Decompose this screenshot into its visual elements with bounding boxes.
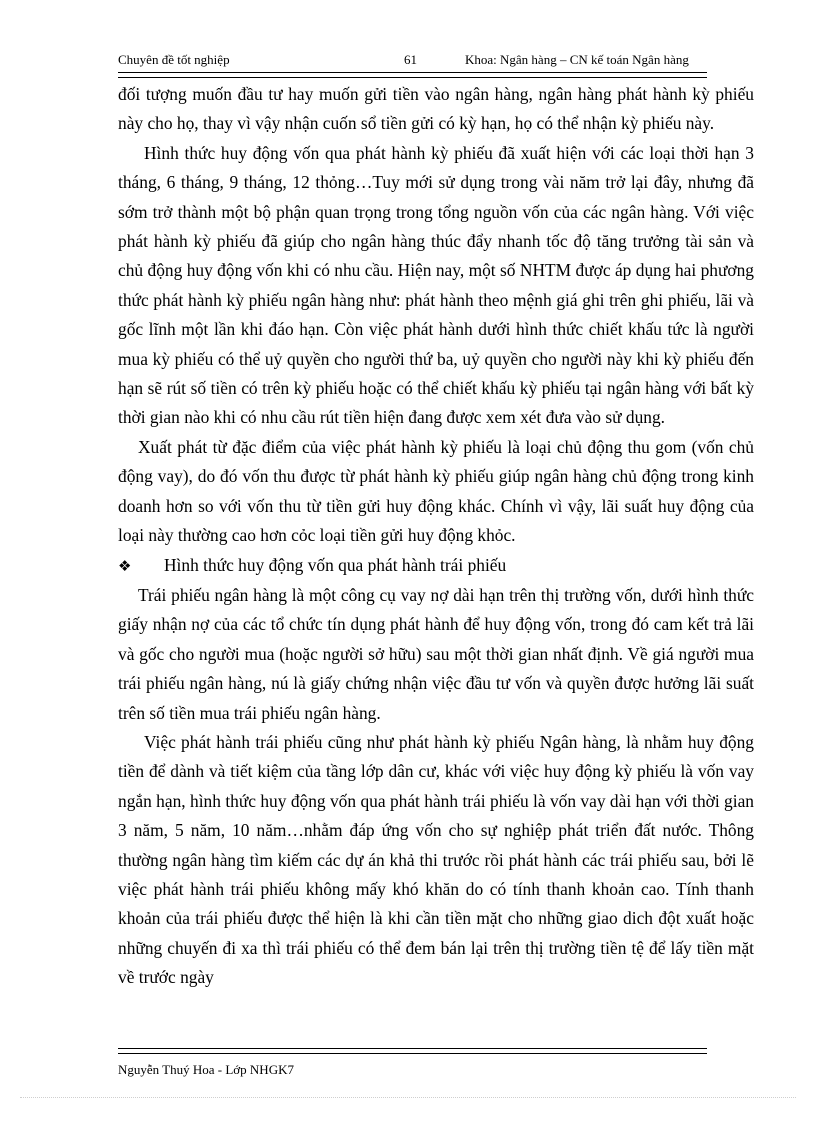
- paragraph-5: Việc phát hành trái phiếu cũng như phát hành kỳ phiếu Ngân hàng, là nhằm huy động tiền để dành và tiết kiệm của tầng lớp dân cư, khác với việc huy động kỳ phiếu là vốn vay ngắn hạn, hình thức huy động vốn qua phát hành trái phiếu là vốn vay dài hạn với thời gian 3 năm, 5 năm, 10 năm…nhằm đáp ứng vốn cho sự nghiệp phát triển đất nước. Thông thường ngân hàng tìm kiếm các dự án khả thi trước rồi phát hành các trái phiếu sau, bởi lẽ việc phát hành trái phiếu không mấy khó khăn do có tính thanh khoản cao. Tính thanh khoản của trái phiếu được thể hiện là khi cần tiền mặt cho những giao dich đột xuất hoặc những chuyến đi xa thì trái phiếu có thể đem bán lại trên thị trường tiền tệ để lấy tiền mặt về trước ngày: [118, 731, 754, 988]
- footer-double-rule: [118, 1048, 707, 1054]
- footer-author: Nguyễn Thuý Hoa - Lớp NHGK7: [118, 1062, 294, 1077]
- header-thesis-title: Chuyên đề tốt nghiệp: [118, 52, 230, 67]
- diamond-bullet-icon: ❖: [118, 556, 132, 575]
- header-double-rule: [118, 72, 707, 78]
- page-number: 61: [404, 52, 417, 67]
- section-heading: [118, 551, 754, 581]
- paragraph-2: Hình thức huy động vốn qua phát hành kỳ phiếu đã xuất hiện với các loại thời hạn 3 tháng, 6 tháng, 9 tháng, 12 thỏng…Tuy mới sử dụng trong vài năm trở lại đây, nhưng đã sớm trở thành một bộ phận quan trọng trong tổng nguồn vốn của các ngân hàng. Với việc phát hành kỳ phiếu đã giúp cho ngân hàng thúc đẩy nhanh tốc độ tăng trưởng tài sản và chủ động huy động vốn khi có nhu cầu. Hiện nay, một số NHTM được áp dụng hai phương thức phát hành kỳ phiếu ngân hàng như: phát hành theo mệnh giá ghi trên ghi phiếu, lãi và gốc lĩnh một lần khi đáo hạn. Còn việc phát hành dưới hình thức chiết khấu tức là người mua kỳ phiếu có thể uỷ quyền cho người thứ ba, uỷ quyền cho người này khi kỳ phiếu đến hạn sẽ rút số tiền có trên kỳ phiếu hoặc có thể chiết khấu kỳ phiếu tại ngân hàng với bất kỳ thời gian nào khi có nhu cầu rút tiền hiện đang được xem xét đưa vào sử dụng.: [118, 142, 754, 428]
- page-break-line: [20, 1097, 796, 1098]
- page-header: [118, 52, 738, 68]
- paragraph-4: Trái phiếu ngân hàng là một công cụ vay nợ dài hạn trên thị trường vốn, dưới hình thức giấy nhận nợ của các tổ chức tín dụng phát hành để huy động vốn, trong đó cam kết trả lãi và gốc cho người mua (hoặc người sở hữu) sau một thời gian nhất định. Về giá người mua trái phiếu ngân hàng, nú là giấy chứng nhận việc đầu tư vốn và quyền được hưởng lãi suất trên số tiền mua trái phiếu ngân hàng.: [118, 584, 754, 723]
- header-faculty: Khoa: Ngân hàng – CN kế toán Ngân hàng: [465, 52, 689, 67]
- document-body: [118, 80, 754, 993]
- paragraph-1: đối tượng muốn đầu tư hay muốn gửi tiền vào ngân hàng, ngân hàng phát hành kỳ phiếu này cho họ, thay vì vậy nhận cuốn sổ tiền gửi có kỳ hạn, họ có thể nhận kỳ phiếu này.: [118, 84, 754, 134]
- paragraph-3: Xuất phát từ đặc điểm của việc phát hành kỳ phiếu là loại chủ động thu gom (vốn chủ động vay), do đó vốn thu được từ phát hành kỳ phiếu giúp ngân hàng chủ động trong kinh doanh hơn so với vốn thu từ tiền gửi huy động khác. Chính vì vậy, lãi suất huy động của loại này thường cao hơn cỏc loại tiền gửi huy động khỏc.: [118, 436, 754, 546]
- section-heading-text: Hình thức huy động vốn qua phát hành trái phiếu: [164, 554, 507, 575]
